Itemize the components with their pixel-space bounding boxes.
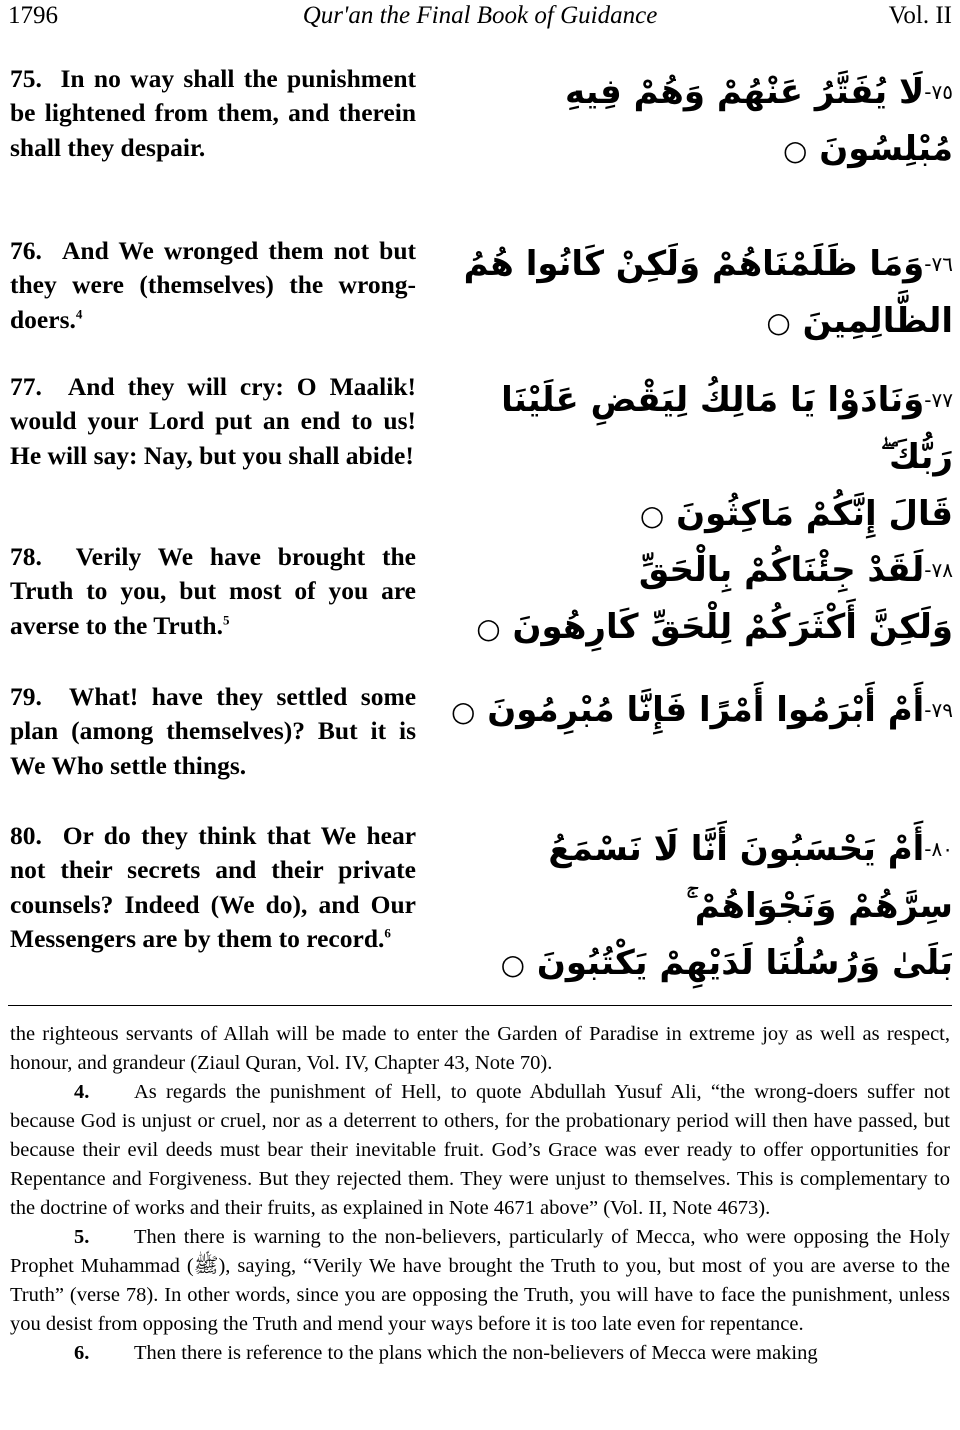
page-number: 1796 xyxy=(8,2,58,29)
ayah-end-marker: ○ xyxy=(450,695,476,728)
footnote-ref: 5 xyxy=(222,612,230,628)
verse-text: Verily We have brought the Truth to you, but most of you are averse to the Truth. xyxy=(10,542,416,640)
arabic-verse-number: ٧٩- xyxy=(924,698,953,722)
footnote-text: Then there is warning to the non-believers, particularly of Mecca, who were opposing the Holy Prophet Muhammad (ﷺ), saying, “Verily We have brought the Truth to you, but most of you are averse to the Truth” (verse 78). In other words, since you are opposing the Truth, you will have to face the punishment, unless you desist from opposing the Truth and mend your ways before it is too late even for repentance. xyxy=(10,1226,950,1335)
ayah-end-marker: ○ xyxy=(476,612,501,645)
verse-number: 76. xyxy=(10,236,42,265)
footnote-number: 6. xyxy=(74,1342,90,1364)
arabic-line: $^{٧٨-}$لَقَدْ جِئْنَاكُمْ بِالْحَقِّ xyxy=(638,550,953,590)
verse-translation xyxy=(10,62,416,165)
footnote-continuation: the righteous servants of Allah will be made to enter the Garden of Paradise in extreme joy as well as respect, honour, and grandeur (Ziaul Quran, Vol. IV, Chapter 43, Note 70). xyxy=(10,1023,950,1074)
arabic-verse-number: ٧٥- xyxy=(924,80,953,104)
book-title: Qur'an the Final Book of Guidance xyxy=(302,2,658,29)
footnotes xyxy=(10,1020,950,1368)
verse-text: Or do they think that We hear not their secrets and their private counsels? Indeed (We do), and Our Messengers are by them to record. xyxy=(10,821,417,953)
page-header xyxy=(0,0,960,40)
footnote-ref: 6 xyxy=(384,925,391,941)
ayah-end-marker: ○ xyxy=(500,948,526,981)
arabic-line: $^{٧٦-}$وَمَا ظَلَمْنَاهُمْ وَلَكِنْ كَانُوا هُمُ الظَّالِمِينَ ○ xyxy=(463,244,953,341)
volume-label: Vol. II xyxy=(888,2,952,29)
verse-number: 79. xyxy=(10,682,42,711)
verse-number: 80. xyxy=(10,821,42,850)
arabic-verse-number: ٧٦- xyxy=(924,252,953,276)
arabic-verse xyxy=(445,542,953,657)
verse-number: 77. xyxy=(10,372,42,401)
arabic-verse xyxy=(445,64,953,179)
verse-translation xyxy=(10,234,416,337)
arabic-verse-number: ٧٨- xyxy=(924,558,953,582)
verse-number: 78. xyxy=(10,542,42,571)
arabic-verse xyxy=(445,372,953,544)
arabic-line: وَلَكِنَّ أَكْثَرَكُمْ لِلْحَقِّ كَارِهُونَ ○ xyxy=(476,607,953,647)
verse-translation xyxy=(10,680,416,783)
verse-text: What! have they settled some plan (among themselves)? But it is We Who settle things. xyxy=(10,682,417,780)
footnote-divider xyxy=(8,1005,952,1006)
verse-translation xyxy=(10,370,416,473)
verse-translation xyxy=(10,819,416,956)
footnote-5 xyxy=(10,1223,950,1339)
ayah-end-marker: ○ xyxy=(639,499,665,532)
footnote-number: 4. xyxy=(74,1081,90,1103)
verse-text: In no way shall the punishment be lightened from them, and therein shall they despair. xyxy=(10,64,416,162)
arabic-verse-number: ٨٠- xyxy=(924,837,953,861)
ayah-end-marker: ○ xyxy=(782,134,808,167)
verse-number: 75. xyxy=(10,64,42,93)
footnote-ref: 4 xyxy=(75,306,83,322)
arabic-verse xyxy=(445,682,953,740)
verse-text: And they will cry: O Maalik! would your Lord put an end to us! He will say: Nay, but you shall abide! xyxy=(10,372,416,470)
ayah-end-marker: ○ xyxy=(766,306,791,339)
arabic-line: $^{٨٠-}$أَمْ يَحْسَبُونَ أَنَّا لَا نَسْمَعُ xyxy=(548,829,953,869)
arabic-line: بَلَىٰ وَرُسُلُنَا لَدَيْهِمْ يَكْتُبُونَ ○ xyxy=(500,943,953,983)
arabic-line: قَالَ إِنَّكُمْ مَاكِثُونَ ○ xyxy=(639,494,953,534)
arabic-verse xyxy=(445,236,953,351)
arabic-verse xyxy=(445,821,953,993)
footnote-text: Then there is reference to the plans which the non-believers of Mecca were making xyxy=(134,1342,818,1364)
verse-text: And We wronged them not but they were (themselves) the wrong-doers. xyxy=(10,236,416,334)
footnote-6 xyxy=(10,1339,950,1368)
arabic-line: $^{٧٩-}$أَمْ أَبْرَمُوا أَمْرًا فَإِنَّا مُبْرِمُونَ ○ xyxy=(450,690,953,730)
footnote-4 xyxy=(10,1078,950,1223)
footnote-number: 5. xyxy=(74,1226,90,1248)
arabic-line: $^{٧٧-}$وَنَادَوْا يَا مَالِكُ لِيَقْضِ عَلَيْنَا رَبُّكَ ۖ xyxy=(501,380,953,477)
arabic-line: $^{٧٥-}$لَا يُفَتَّرُ عَنْهُمْ وَهُمْ فِيهِ مُبْلِسُونَ ○ xyxy=(565,72,953,169)
verse-translation xyxy=(10,540,416,643)
arabic-line: سِرَّهُمْ وَنَجْوَاهُمْ ۚ xyxy=(686,886,953,926)
arabic-verse-number: ٧٧- xyxy=(924,388,953,412)
footnote-text: As regards the punishment of Hell, to quote Abdullah Yusuf Ali, “the wrong-doers suffer not because God is unjust or cruel, nor as a deterrent to others, for the probationary period will then have passed, but because their evil deeds must bear their inevitable fruit. God’s Grace was ever ready to offer opportunities for Repentance and Forgiveness. But they rejected them. They were unjust to themselves. This is complementary to the doctrine of works and their fruits, as explained in Note 4671 above” (Vol. II, Note 4673). xyxy=(10,1081,950,1219)
